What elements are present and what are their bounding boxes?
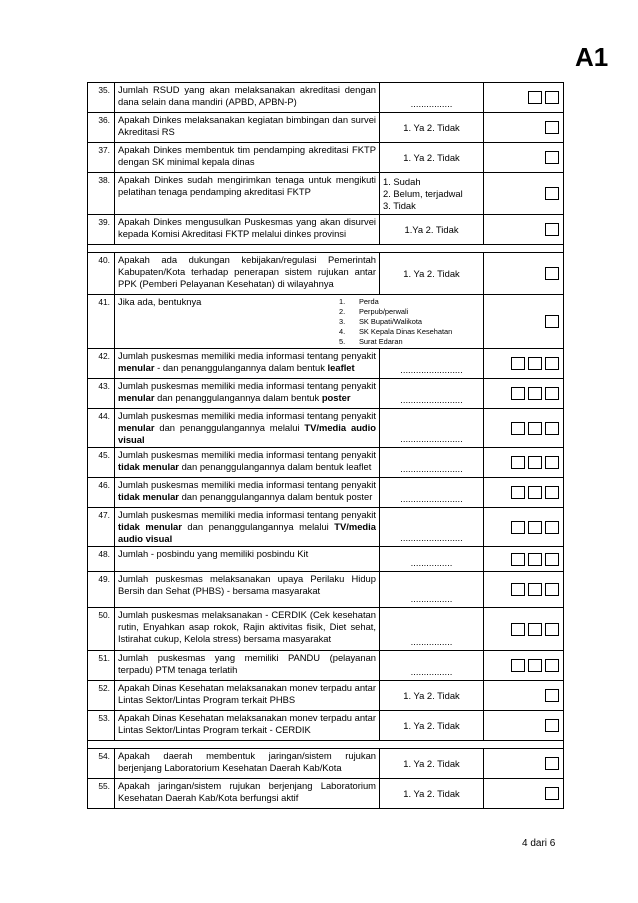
option-item[interactable]: 2. Perpub/perwali [339, 307, 409, 316]
question-text: Apakah Dinas Kesehatan melaksanakan monev terpadu antar Lintas Sektor/Lintas Program terkait - CERDIK [115, 711, 380, 741]
answer-box[interactable] [511, 521, 525, 534]
answer-box[interactable] [511, 456, 525, 469]
answer-box[interactable] [511, 553, 525, 566]
question-number: 35. [88, 83, 115, 113]
answer-box[interactable] [545, 787, 559, 800]
question-number: 42. [88, 349, 115, 379]
question-number: 50. [88, 608, 115, 651]
answer-box[interactable] [545, 456, 559, 469]
answer-box[interactable] [528, 583, 542, 596]
answer-box[interactable] [528, 387, 542, 400]
answer-options[interactable]: 1. Ya 2. Tidak [380, 711, 484, 741]
answer-blank[interactable]: ................ [380, 572, 484, 608]
question-text: Apakah ada dukungan kebijakan/regulasi Pemerintah Kabupaten/Kota terhadap penerapan sistem rujukan antar PPK (Pemberi Pelayanan Kesehatan) di wilayahnya [115, 253, 380, 295]
question-text: Jumlah puskesmas memiliki media informasi tentang penyakit tidak menular dan penanggulangannya dalam bentuk poster [115, 478, 380, 508]
question-text: Jumlah puskesmas yang memiliki PANDU (pelayanan terpadu) PTM tenaga terlatih [115, 651, 380, 681]
option-item[interactable]: 3. Tidak [383, 199, 416, 211]
answer-box[interactable] [545, 553, 559, 566]
question-number: 48. [88, 547, 115, 572]
question-text: Jika ada, bentuknya [118, 296, 202, 307]
question-text: Apakah jaringan/sistem rujukan berjenjang Laboratorium Kesehatan Daerah Kab/Kota berfungsi aktif [115, 779, 380, 809]
answer-box[interactable] [511, 387, 525, 400]
question-row-38 [88, 173, 564, 215]
question-number: 40. [88, 253, 115, 295]
answer-options[interactable]: 1. Ya 2. Tidak [380, 143, 484, 173]
answer-box[interactable] [545, 422, 559, 435]
answer-blank[interactable]: ........................ [380, 448, 484, 478]
page-code: A1 [575, 42, 609, 72]
answer-blank[interactable]: ........................ [380, 478, 484, 508]
answer-options[interactable]: 1. Ya 2. Tidak [380, 779, 484, 809]
question-number: 38. [88, 173, 115, 215]
answer-box[interactable] [545, 357, 559, 370]
answer-options[interactable]: 1.Ya 2. Tidak [380, 215, 484, 245]
question-number: 54. [88, 749, 115, 779]
question-number: 51. [88, 651, 115, 681]
question-row-43 [88, 379, 564, 409]
answer-blank[interactable]: ................ [380, 547, 484, 572]
question-row-39 [88, 215, 564, 245]
answer-blank[interactable]: ........................ [380, 508, 484, 547]
answer-box[interactable] [545, 91, 559, 104]
question-text: Jumlah puskesmas melaksanakan upaya Perilaku Hidup Bersih dan Sehat (PHBS) - bersama masyarakat [115, 572, 380, 608]
question-number: 53. [88, 711, 115, 741]
question-number: 45. [88, 448, 115, 478]
question-number: 43. [88, 379, 115, 409]
answer-box[interactable] [528, 357, 542, 370]
answer-box[interactable] [511, 357, 525, 370]
question-text: Apakah Dinas Kesehatan melaksanakan monev terpadu antar Lintas Sektor/Lintas Program terkait PHBS [115, 681, 380, 711]
question-text: Apakah Dinkes melaksanakan kegiatan bimbingan dan survei Akreditasi RS [115, 113, 380, 143]
answer-box[interactable] [545, 151, 559, 164]
question-number: 36. [88, 113, 115, 143]
page-number: 4 dari 6 [522, 838, 556, 849]
question-number: 49. [88, 572, 115, 608]
question-text: Apakah Dinkes sudah mengirimkan tenaga untuk mengikuti pelatihan tenaga pendamping akreditasi FKTP [115, 173, 380, 215]
question-row-35 [88, 83, 564, 113]
question-text: Apakah Dinkes mengusulkan Puskesmas yang akan disurvei kepada Komisi Akreditasi FKTP melalui dinkes provinsi [115, 215, 380, 245]
answer-box[interactable] [545, 623, 559, 636]
answer-box[interactable] [545, 521, 559, 534]
form-options-list [339, 297, 452, 347]
answer-box[interactable] [528, 91, 542, 104]
answer-blank[interactable]: ................ [380, 608, 484, 651]
answer-options[interactable]: 1. Ya 2. Tidak [380, 681, 484, 711]
answer-box[interactable] [511, 422, 525, 435]
question-row-55 [88, 779, 564, 809]
answer-box[interactable] [545, 719, 559, 732]
answer-box[interactable] [528, 422, 542, 435]
question-text: Apakah daerah membentuk jaringan/sistem rujukan berjenjang Laboratorium Kesehatan Daerah Kab/Kota [115, 749, 380, 779]
questionnaire-table [87, 82, 564, 809]
question-row-51 [88, 651, 564, 681]
option-item[interactable]: 4. SK Kepala Dinas Kesehatan [339, 327, 453, 336]
answer-box[interactable] [545, 387, 559, 400]
question-row-46 [88, 478, 564, 508]
option-item[interactable]: 5. Surat Edaran [339, 337, 403, 346]
question-text: Jumlah RSUD yang akan melaksanakan akreditasi dengan dana selain dana mandiri (APBD, APBN-P) [115, 83, 380, 113]
question-row-44 [88, 409, 564, 448]
question-number: 44. [88, 409, 115, 448]
answer-box[interactable] [528, 456, 542, 469]
answer-box[interactable] [528, 486, 542, 499]
question-number: 46. [88, 478, 115, 508]
question-text: Apakah Dinkes membentuk tim pendamping akreditasi FKTP dengan SK minimal kepala dinas [115, 143, 380, 173]
answer-box[interactable] [545, 689, 559, 702]
option-item[interactable]: 3. SK Bupati/Walikota [339, 317, 422, 326]
answer-box[interactable] [545, 486, 559, 499]
question-text: Jumlah puskesmas memiliki media informasi tentang penyakit tidak menular dan penanggulangannya dalam bentuk leaflet [115, 448, 380, 478]
question-text: Jumlah puskesmas memiliki media informasi tentang penyakit menular dan penanggulangannya dalam bentuk poster [115, 379, 380, 409]
question-row-54 [88, 749, 564, 779]
question-text: Jumlah puskesmas melaksanakan - CERDIK (Cek kesehatan rutin, Enyahkan asap rokok, Rajin aktivitas fisik, Diet sehat, Istirahat cukup, Kelola stress) bersama masyarakat [115, 608, 380, 651]
answer-box[interactable] [545, 757, 559, 770]
question-number: 39. [88, 215, 115, 245]
question-row-52 [88, 681, 564, 711]
question-number: 52. [88, 681, 115, 711]
answer-box[interactable] [545, 315, 559, 328]
question-row-42 [88, 349, 564, 379]
question-row-40 [88, 253, 564, 295]
question-row-45 [88, 448, 564, 478]
answer-options[interactable]: 1. Ya 2. Tidak [380, 253, 484, 295]
answer-box[interactable] [511, 486, 525, 499]
question-row-37 [88, 143, 564, 173]
question-row-49 [88, 572, 564, 608]
answer-box[interactable] [528, 623, 542, 636]
answer-box[interactable] [545, 267, 559, 280]
answer-box[interactable] [545, 121, 559, 134]
option-item[interactable]: 1. Sudah [383, 175, 421, 187]
answer-box[interactable] [545, 223, 559, 236]
question-text: Jumlah puskesmas memiliki media informasi tentang penyakit menular - dan penanggulangannya dalam bentuk leaflet [115, 349, 380, 379]
option-item[interactable]: 1. Perda [339, 297, 379, 306]
answer-options[interactable]: 1. Ya 2. Tidak [380, 113, 484, 143]
question-row-36 [88, 113, 564, 143]
question-row-50 [88, 608, 564, 651]
question-text: Jumlah puskesmas memiliki media informasi tentang penyakit menular dan penanggulangannya melalui TV/media audio visual [115, 409, 380, 448]
question-row-48 [88, 547, 564, 572]
answer-box[interactable] [545, 187, 559, 200]
answer-box[interactable] [545, 659, 559, 672]
answer-options[interactable] [380, 173, 484, 215]
question-row-41 [88, 295, 564, 349]
question-number: 41. [88, 295, 115, 349]
option-item[interactable]: 2. Belum, terjadwal [383, 187, 463, 199]
question-number: 55. [88, 779, 115, 809]
question-row-53 [88, 711, 564, 741]
answer-box[interactable] [511, 659, 525, 672]
answer-blank[interactable]: ........................ [380, 409, 484, 448]
answer-box[interactable] [511, 623, 525, 636]
answer-blank[interactable]: ........................ [380, 379, 484, 409]
answer-box[interactable] [528, 659, 542, 672]
question-text: Jumlah - posbindu yang memiliki posbindu Kit [115, 547, 380, 572]
answer-box[interactable] [511, 583, 525, 596]
answer-blank[interactable]: ................ [380, 83, 484, 113]
question-row-47 [88, 508, 564, 547]
answer-box[interactable] [545, 583, 559, 596]
question-number: 37. [88, 143, 115, 173]
answer-box[interactable] [528, 521, 542, 534]
answer-box[interactable] [528, 553, 542, 566]
question-text: Jumlah puskesmas memiliki media informasi tentang penyakit tidak menular dan penanggulangannya melalui TV/media audio visual [115, 508, 380, 547]
answer-options[interactable]: 1. Ya 2. Tidak [380, 749, 484, 779]
question-number: 47. [88, 508, 115, 547]
answer-blank[interactable]: ........................ [380, 349, 484, 379]
answer-blank[interactable]: ................ [380, 651, 484, 681]
